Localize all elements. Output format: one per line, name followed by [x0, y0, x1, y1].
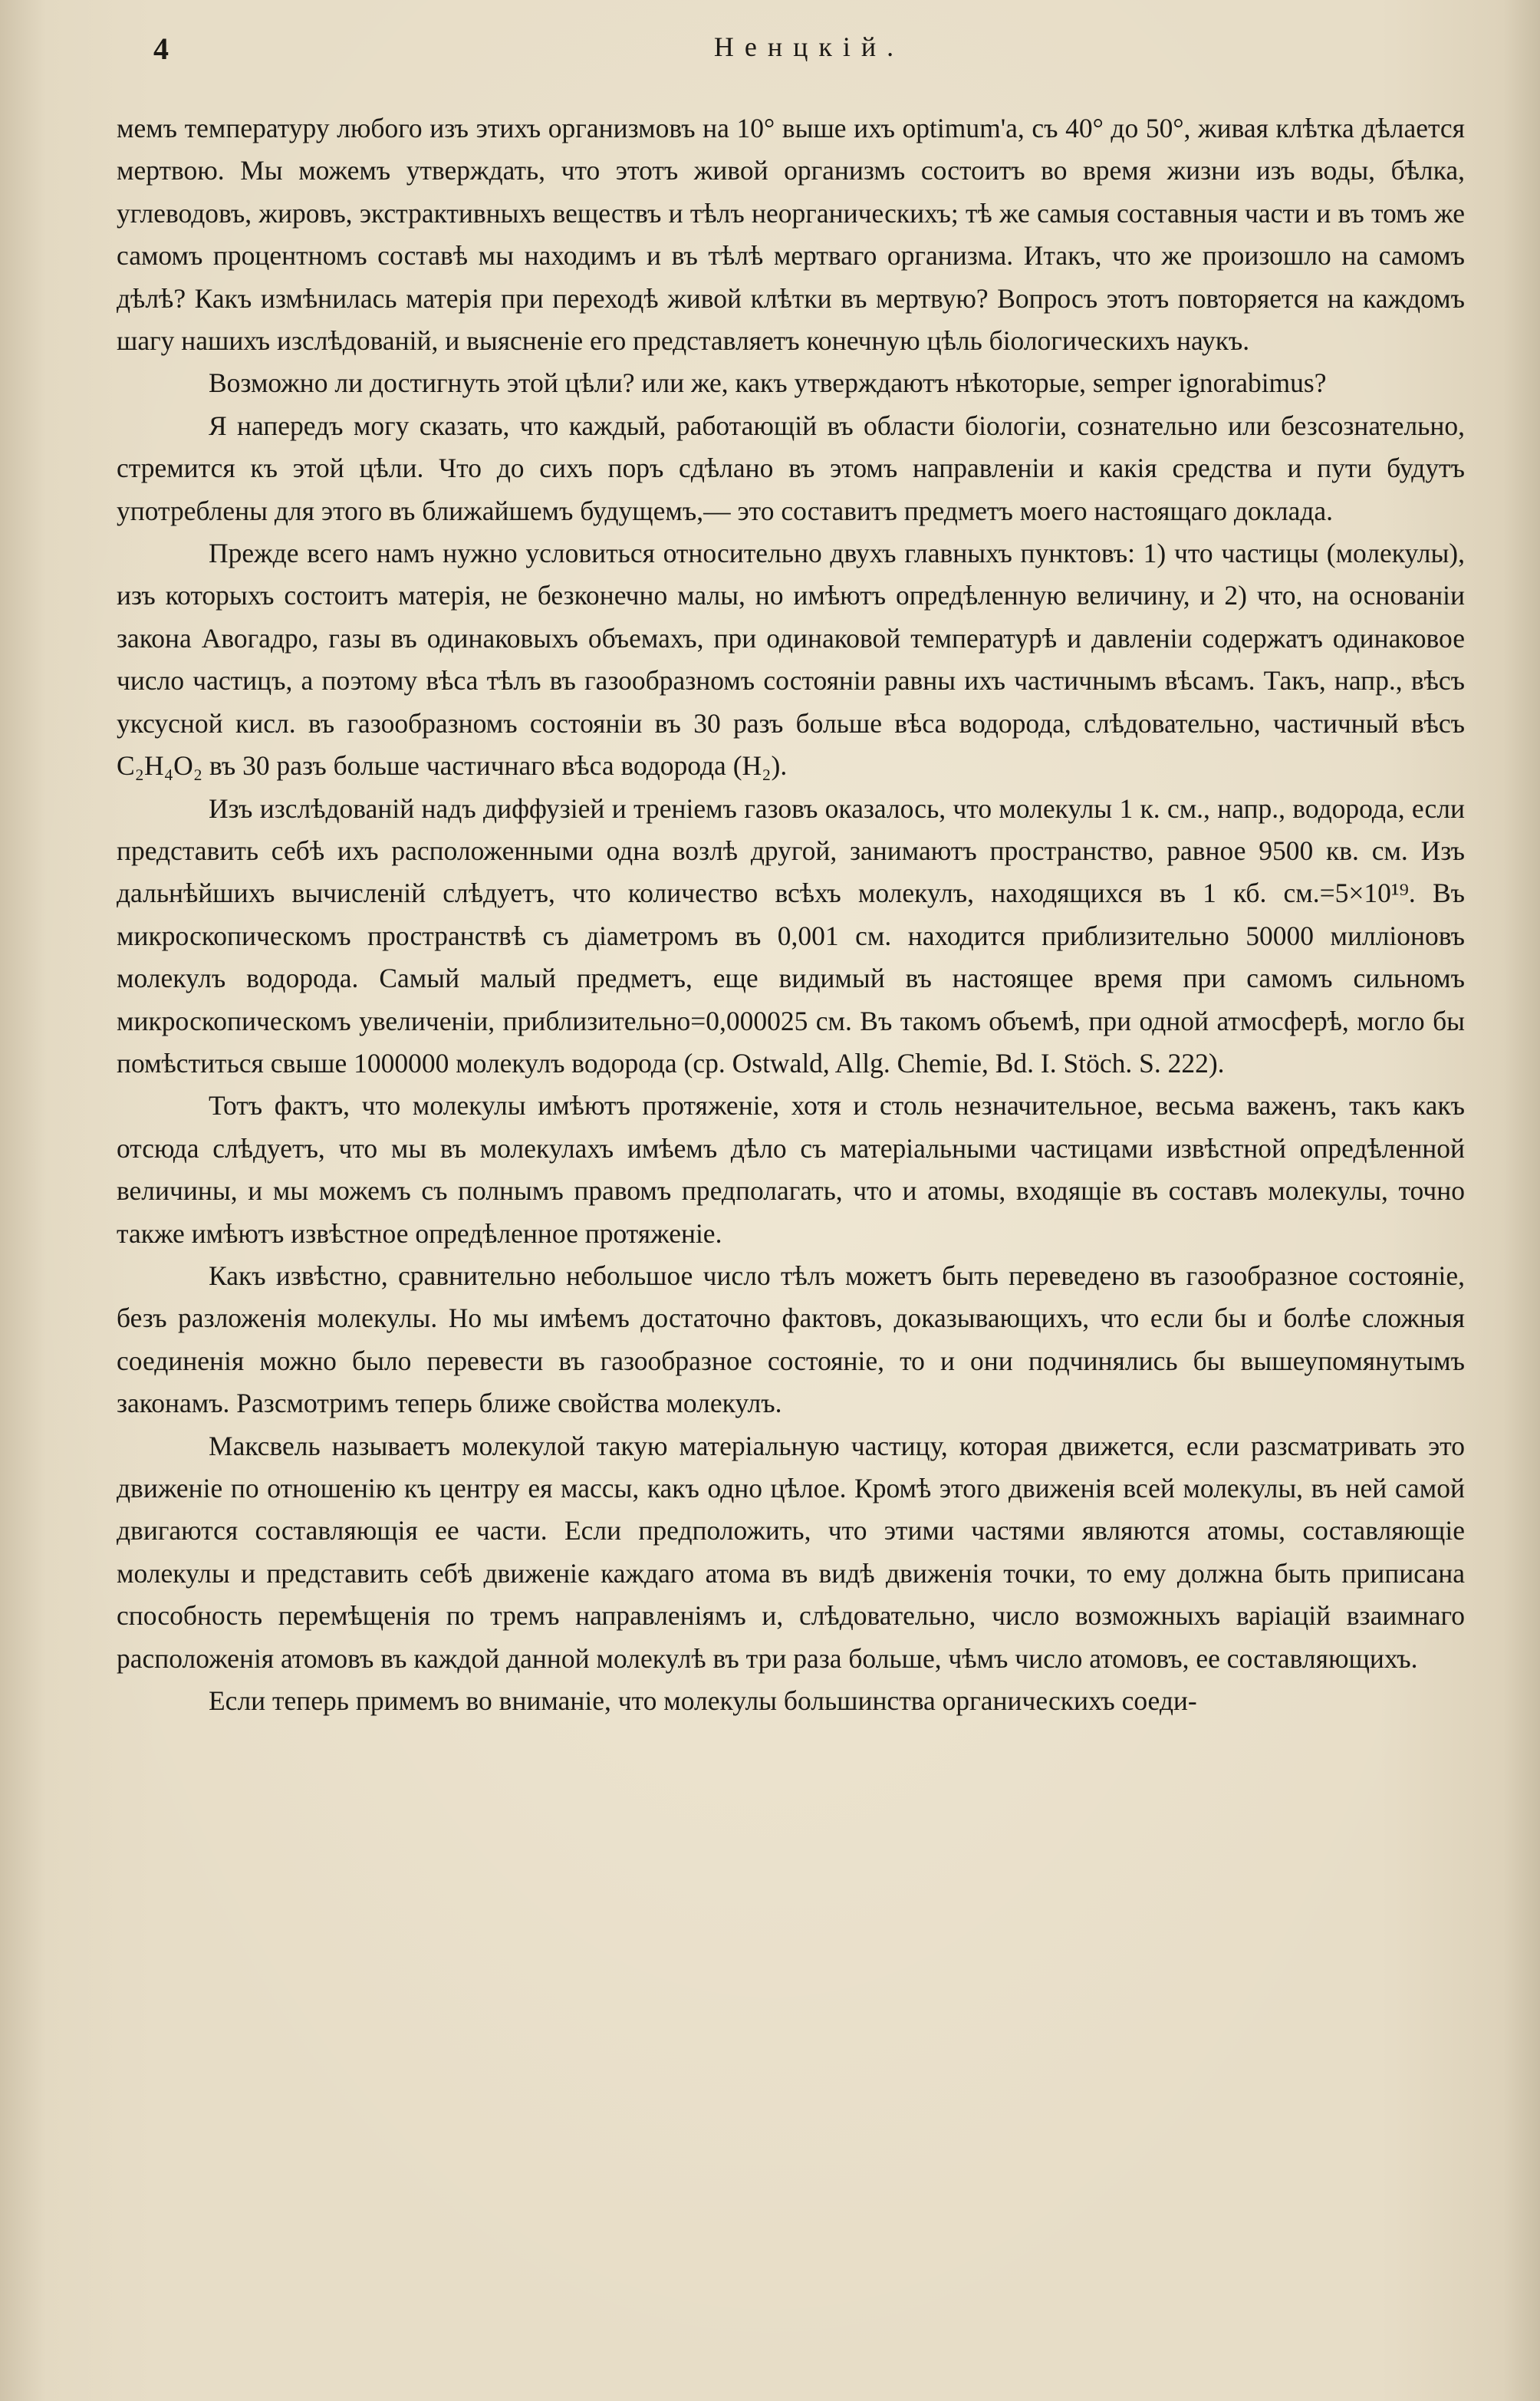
paragraph-truncated: Если теперь примемъ во вниманіе, что молекулы большинства органическихъ соеди- — [209, 1685, 1197, 1717]
paragraph: Возможно ли достигнуть этой цѣли? или же, какъ утверждаютъ нѣкоторые, semper ignorabimus? — [209, 367, 1327, 399]
running-head — [153, 31, 1465, 80]
paragraph: Изъ изслѣдованій надъ диффузіей и треніемъ газовъ оказалось, что молекулы 1 к. см., напр., водорода, если представить себѣ ихъ расположенными одна возлѣ другой, занимаютъ пространство, равное 9500 кв. см. Изъ дальнѣйшихъ вычисленій слѣдуетъ, что количество всѣхъ молекулъ, находящихся въ 1 кб. см.=5×10¹⁹. Въ микроскопическомъ пространствѣ съ діаметромъ въ 0,001 см. находится приблизительно 50000 милліоновъ молекулъ водорода. Самый малый предметъ, еще видимый въ настоящее время при самомъ сильномъ микроскопическомъ увеличеніи, приблизительно=0,000025 см. Въ такомъ объемѣ, при одной атмосферѣ, могло бы помѣститься свыше 1000000 молекулъ водорода (ср. Ostwald, Allg. Chemie, Bd. I. Stöch. S. 222). — [117, 792, 1465, 1079]
page-number: 4 — [153, 31, 169, 66]
running-title: Ненцкій. — [713, 31, 905, 62]
paragraph: Какъ извѣстно, сравнительно небольшое число тѣлъ можетъ быть переведено въ газообразное состояніе, безъ разложенія молекулы. Но мы имѣемъ достаточно фактовъ, доказывающихъ, что если бы и болѣе сложныя соединенія можно было перевести въ газообразное состояніе, то и они подчинялись бы вышеупомянутымъ законамъ. Разсмотримъ теперь ближе свойства молекулъ. — [117, 1260, 1465, 1419]
paragraph: Я напередъ могу сказать, что каждый, работающій въ области біологіи, сознательно или безсознательно, стремится къ этой цѣли. Что до сихъ поръ сдѣлано въ этомъ направленіи и какія средства и пути будутъ употреблены для этого въ ближайшемъ будущемъ,— это составитъ предметъ моего настоящаго доклада. — [117, 410, 1465, 526]
paragraph: Тотъ фактъ, что молекулы имѣютъ протяженіе, хотя и столь незначительное, весьма важенъ, такъ какъ отсюда слѣдуетъ, что мы въ молекулахъ имѣемъ дѣло съ матеріальными частицами извѣстной опредѣленной величины, и мы можемъ съ полнымъ правомъ предполагать, что и атомы, входящіе въ составъ молекулы, точно также имѣютъ извѣстное опредѣленное протяженіе. — [117, 1090, 1465, 1249]
paragraph-continuation: мемъ температуру любого изъ этихъ организмовъ на 10° выше ихъ optimum'а, съ 40° до 50°, живая клѣтка дѣлается мертвою. Мы можемъ утверждать, что этотъ живой организмъ состоитъ во время жизни изъ воды, бѣлка, углеводовъ, жировъ, экстрактивныхъ веществъ и тѣлъ неорганическихъ; тѣ же самыя составныя части и въ томъ же самомъ процентномъ составѣ мы находимъ и въ тѣлѣ мертваго организма. Итакъ, что же произошло на самомъ дѣлѣ? Какъ измѣнилась матерія при переходѣ живой клѣтки въ мертвую? Вопросъ этотъ повторяется на каждомъ шагу нашихъ изслѣдованій, и выясненіе его представляетъ конечную цѣль біологическихъ наукъ. — [117, 113, 1465, 357]
paragraph: Максвель называетъ молекулой такую матеріальную частицу, которая движется, если разсматривать это движеніе по отношенію къ центру ея массы, какъ одно цѣлое. Кромѣ этого движенія всей молекулы, въ ней самой двигаются составляющія ее части. Если предположить, что этими частями являются атомы, составляющіе молекулы и представить себѣ движеніе каждаго атома въ видѣ движенія точки, то ему должна быть приписана способность перемѣщенія по тремъ направленіямъ и, слѣдовательно, число возможныхъ варіацій взаимнаго расположенія атомовъ въ каждой данной молекулѣ въ три раза больше, чѣмъ число атомовъ, ее составляющихъ. — [117, 1430, 1465, 1674]
body-text — [117, 107, 1465, 1722]
paragraph: Прежде всего намъ нужно условиться относительно двухъ главныхъ пунктовъ: 1) что частицы (молекулы), изъ которыхъ состоитъ матерія, не безконечно малы, но имѣютъ опредѣленную величину, и 2) что, на основаніи закона Авогадро, газы въ одинаковыхъ объемахъ, при одинаковой температурѣ и давленіи содержатъ одинаковое число частицъ, а поэтому вѣса тѣлъ въ газообразномъ состояніи равны ихъ частичнымъ вѣсамъ. Такъ, напр., вѣсъ уксусной кисл. въ газообразномъ состояніи въ 30 разъ больше вѣса водорода, слѣдовательно, частичный вѣсъ C₂H₄O₂ въ 30 разъ больше частичнаго вѣса водорода (H₂). — [117, 538, 1465, 782]
